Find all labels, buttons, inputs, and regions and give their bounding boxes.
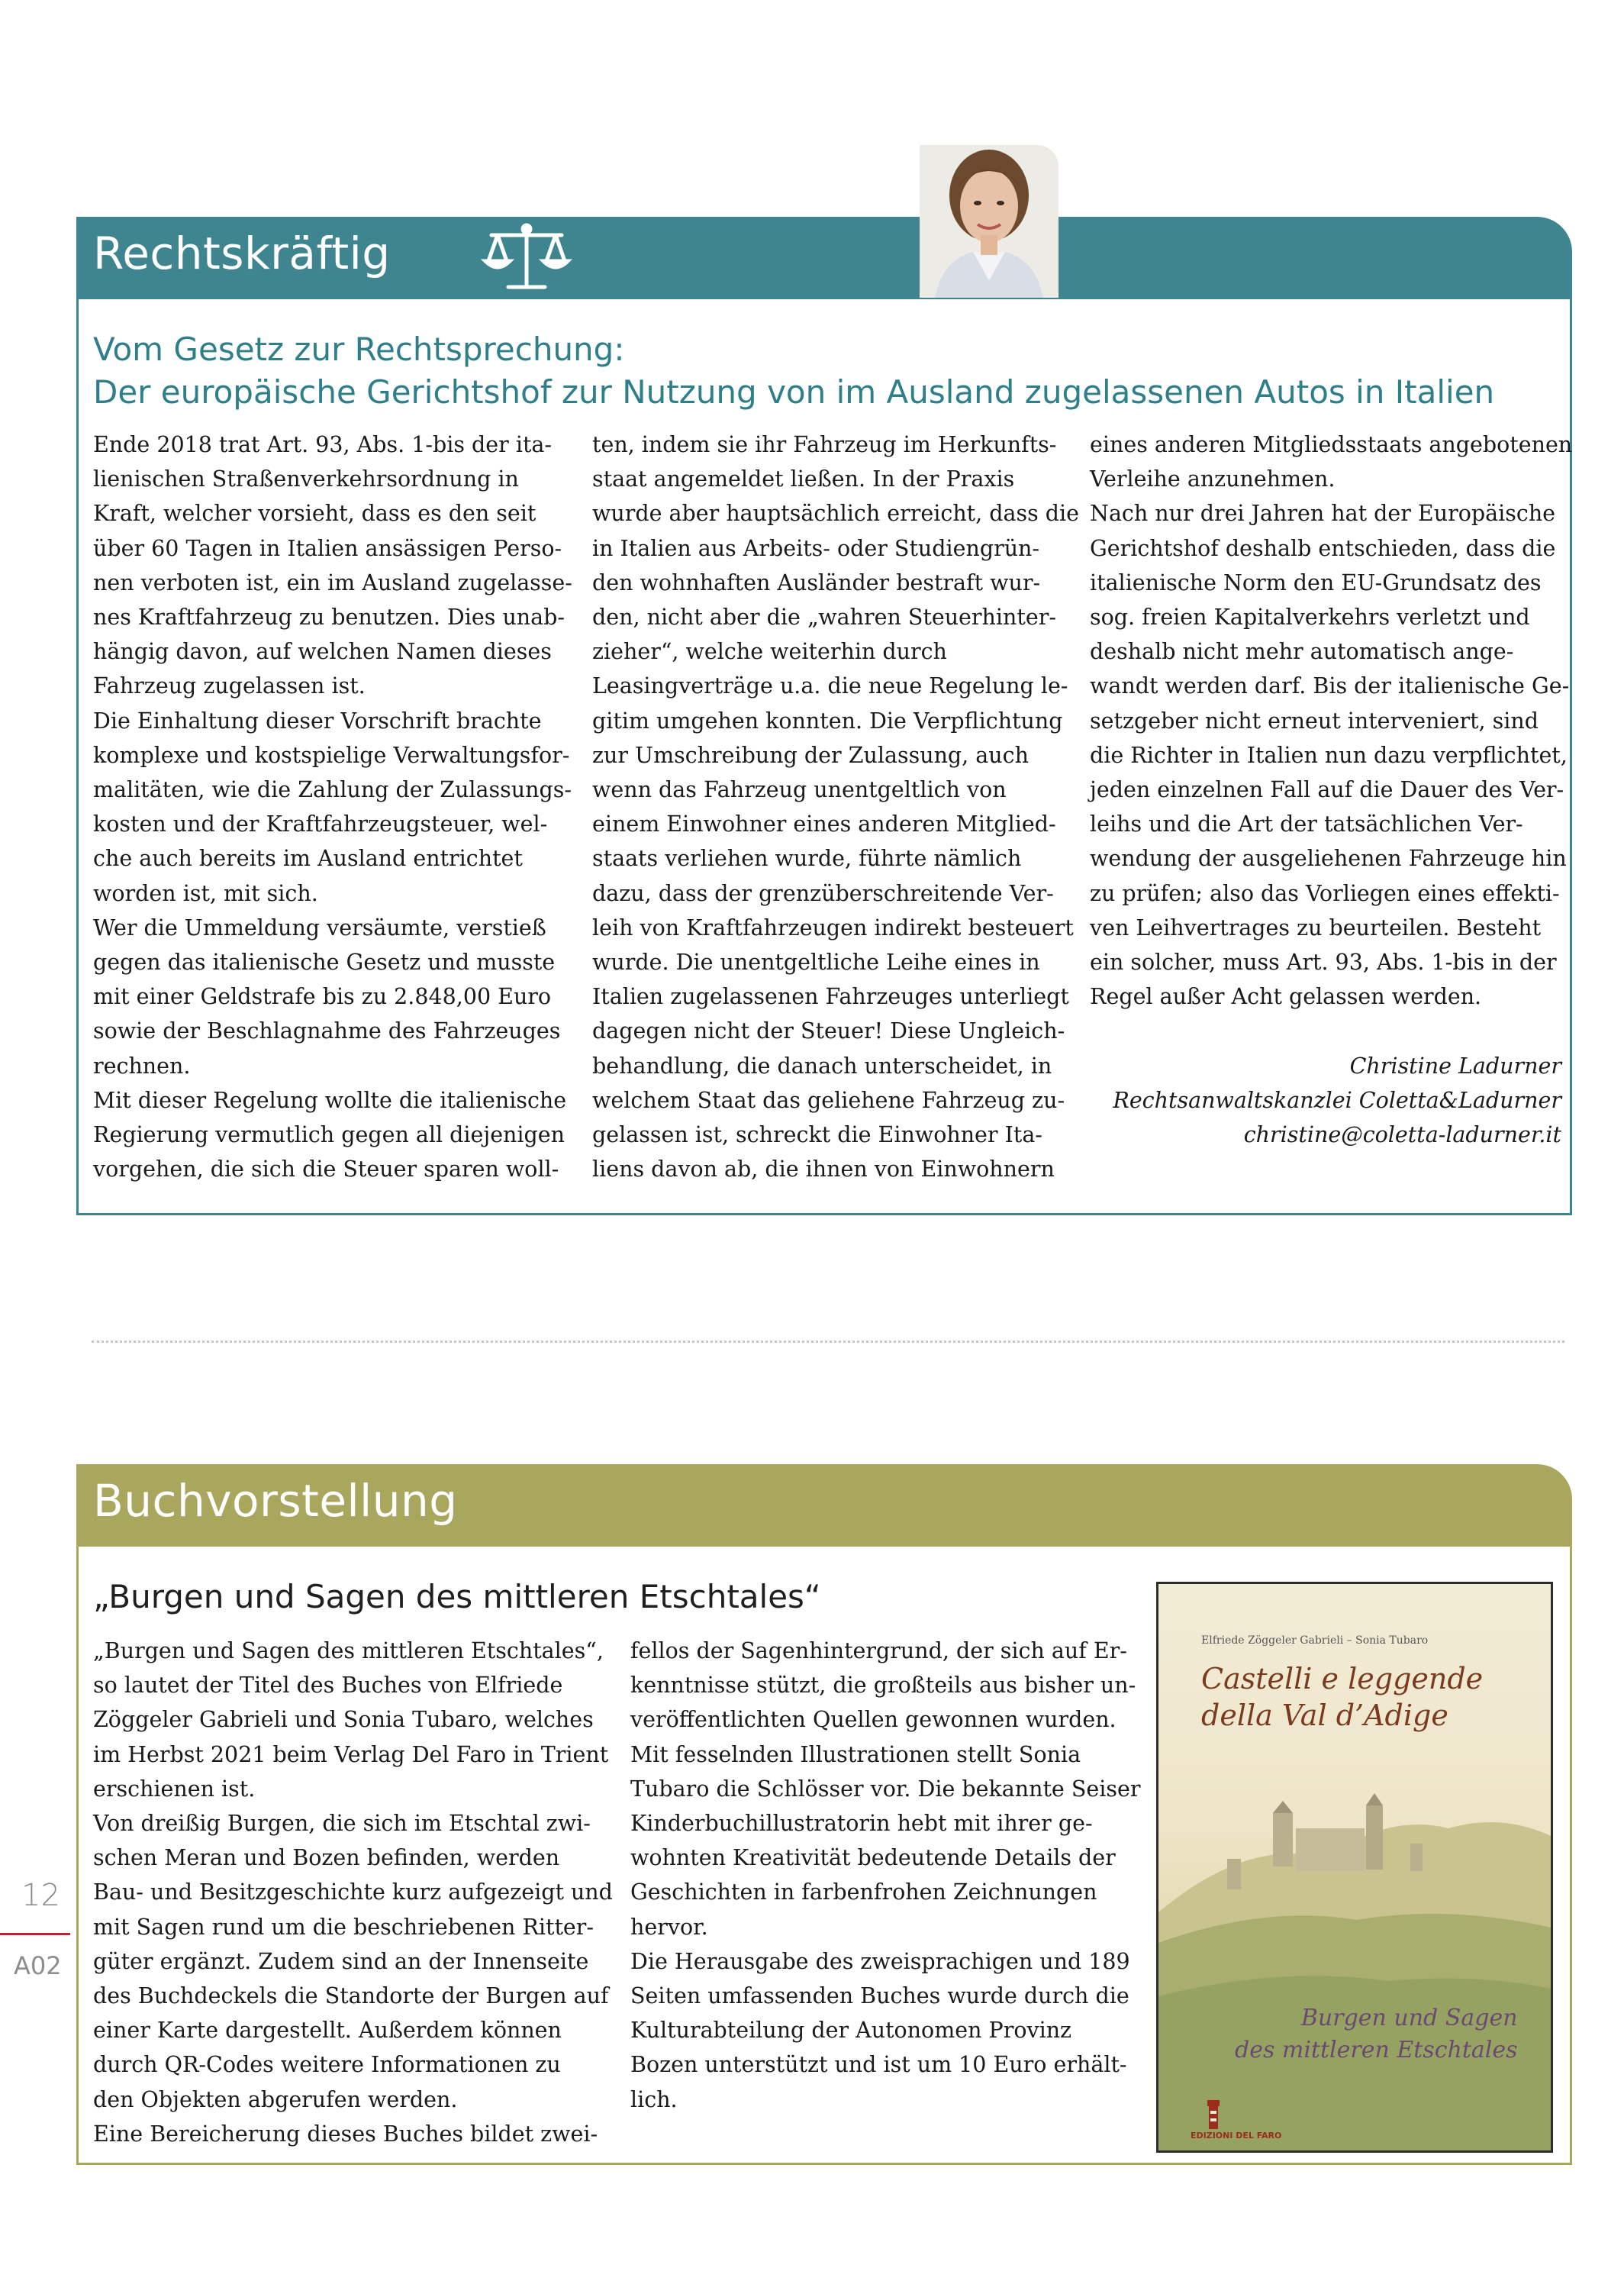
text-line: über 60 Tagen in Italien ansässigen Perso- (93, 535, 562, 561)
text-line: Kulturabteilung der Autonomen Provinz (630, 2018, 1072, 2044)
book-title-italian: Castelli e leggende della Val d’Adige (1201, 1662, 1484, 1732)
text-line: wurde aber hauptsächlich erreicht, dass die (592, 501, 1080, 527)
text-line: wandt werden darf. Bis der italienische Ge- (1090, 673, 1570, 699)
text-line: nes Kraftfahrzeug zu benutzen. Dies unab- (93, 605, 566, 631)
text-line: wendung der ausgeliehenen Fahrzeuge hin (1090, 846, 1567, 872)
text-line: liens davon ab, die ihnen von Einwohnern (592, 1157, 1055, 1182)
text-line: Nach nur drei Jahren hat der Europäische (1090, 501, 1556, 527)
text-line: hervor. (630, 1914, 708, 1940)
text-line: den Objekten abgerufen werden. (93, 2086, 458, 2112)
article-column-1 (93, 427, 572, 1186)
book-article-column-1 (93, 1634, 613, 2151)
text-line: Gerichtshof deshalb entschieden, dass die (1090, 535, 1556, 561)
text-line: italienische Norm den EU-Grundsatz des (1090, 569, 1542, 595)
text-line: zur Umschreibung der Zulassung, auch (592, 742, 1029, 768)
text-line: des Buchdeckels die Standorte der Burgen auf (93, 1983, 609, 2009)
text-line: Wer die Ummeldung versäumte, verstieß (93, 915, 546, 940)
text-line: einem Einwohner eines anderen Mitglied- (592, 811, 1056, 837)
text-line: dazu, dass der grenzüberschreitende Ver- (592, 880, 1054, 906)
text-line: eines anderen Mitgliedsstaats angebotenen (1090, 432, 1573, 457)
text-line: deshalb nicht mehr automatisch ange- (1090, 639, 1514, 665)
text-line: ein solcher, muss Art. 93, Abs. 1-bis in der (1090, 950, 1557, 976)
text-line: welchem Staat das geliehene Fahrzeug zu- (592, 1087, 1065, 1113)
text-line: Geschichten in farbenfrohen Zeichnungen (630, 1879, 1097, 1905)
text-line: Ende 2018 trat Art. 93, Abs. 1-bis der ita- (93, 432, 553, 457)
text-line: sog. freien Kapitalverkehrs verletzt und (1090, 605, 1530, 631)
text-line: gelassen ist, schreckt die Einwohner Ita- (592, 1122, 1042, 1148)
scales-of-justice-icon (481, 221, 572, 295)
text-line: Kinderbuchillustratorin hebt mit ihrer ge- (630, 1811, 1093, 1837)
text-line: Seiten umfassenden Buches wurde durch die (630, 1983, 1129, 2009)
book-article-heading: „Burgen und Sagen des mittleren Etschtales“ (93, 1578, 821, 1615)
text-line: die Richter in Italien nun dazu verpflichtet, (1090, 742, 1568, 768)
text-line: staats verliehen wurde, führte nämlich (592, 846, 1022, 872)
text-line: setzgeber nicht erneut interveniert, sind (1090, 708, 1539, 734)
text-line: Eine Bereicherung dieses Buches bildet zwei- (93, 2121, 598, 2147)
text-line: jeden einzelnen Fall auf die Dauer des Ver- (1090, 777, 1564, 803)
text-line: „Burgen und Sagen des mittleren Etschtales“, (93, 1638, 604, 1663)
section-title: Buchvorstellung (93, 1475, 458, 1527)
article-column-3 (1090, 427, 1572, 1014)
text-line: vorgehen, die sich die Steuer sparen woll- (93, 1157, 559, 1182)
lighthouse-logo-icon (1198, 2097, 1229, 2131)
text-line: zu prüfen; also das Vorliegen eines effekti- (1090, 880, 1560, 906)
section-header-rechtskraeftig (76, 217, 1572, 299)
text-line: im Herbst 2021 beim Verlag Del Faro in Trient (93, 1741, 609, 1767)
signature-firm: Rechtsanwaltskanzlei Coletta&Ladurner (1113, 1088, 1561, 1113)
text-line: staat angemeldet ließen. In der Praxis (592, 466, 1015, 492)
text-line: den wohnhaften Ausländer bestraft wur- (592, 569, 1041, 595)
text-line: erschienen ist. (93, 1776, 256, 1802)
text-line: Mit dieser Regelung wollte die italienische (93, 1087, 567, 1113)
text-line: güter ergänzt. Zudem sind an der Innenseite (93, 1948, 589, 1974)
text-line: Kraft, welcher vorsieht, dass es den seit (93, 501, 536, 527)
text-line: einer Karte dargestellt. Außerdem können (93, 2018, 562, 2044)
book-cover-image (1156, 1582, 1553, 2153)
text-line: dagegen nicht der Steuer! Diese Ungleich- (592, 1018, 1065, 1044)
text-line: mit Sagen rund um die beschriebenen Ritter- (93, 1914, 594, 1940)
text-line: in Italien aus Arbeits- oder Studiengrün- (592, 535, 1040, 561)
text-line: Italien zugelassenen Fahrzeuges unterliegt (592, 984, 1069, 1010)
article-heading-line2: Der europäische Gerichtshof zur Nutzung von im Ausland zugelassenen Autos in Italien (93, 373, 1495, 411)
text-line: gegen das italienische Gesetz und musste (93, 950, 556, 976)
text-line: ten, indem sie ihr Fahrzeug im Herkunfts- (592, 432, 1057, 457)
book-article-column-2 (630, 1634, 1140, 2117)
section-header-buchvorstellung (76, 1464, 1572, 1547)
text-line: komplexe und kostspielige Verwaltungsfor- (93, 742, 570, 768)
text-line: lich. (630, 2086, 678, 2112)
text-line: Die Einhaltung dieser Vorschrift brachte (93, 708, 542, 734)
page-number: 12 (21, 1878, 60, 1913)
text-line: leih von Kraftfahrzeugen indirekt besteuert (592, 915, 1074, 940)
text-line: lienischen Straßenverkehrsordnung in (93, 466, 519, 492)
signature-email: christine@coletta-ladurner.it (1243, 1122, 1561, 1147)
text-line: schen Meran und Bozen befinden, werden (93, 1845, 560, 1871)
signature-block (1113, 1049, 1561, 1152)
text-line: fellos der Sagenhintergrund, der sich auf Er- (630, 1638, 1127, 1663)
text-line: Fahrzeug zugelassen ist. (93, 673, 366, 699)
text-line: Verleihe anzunehmen. (1090, 466, 1336, 492)
text-line: malitäten, wie die Zahlung der Zulassungs- (93, 777, 572, 803)
text-line: Von dreißig Burgen, die sich im Etschtal zwi- (93, 1811, 591, 1837)
book-authors: Elfriede Zöggeler Gabrieli – Sonia Tubaro (1201, 1634, 1429, 1647)
text-line: behandlung, die danach unterscheidet, in (592, 1053, 1052, 1079)
text-line: Regel außer Acht gelassen werden. (1090, 984, 1482, 1010)
author-portrait (920, 145, 1058, 298)
book-title-german: Burgen und Sagen des mittleren Etschtales (1235, 2005, 1518, 2063)
text-line: Leasingverträge u.a. die neue Regelung le- (592, 673, 1068, 699)
text-line: Regierung vermutlich gegen all diejenigen (93, 1122, 565, 1148)
text-line: Mit fesselnden Illustrationen stellt Sonia (630, 1741, 1081, 1767)
page-code: A02 (14, 1951, 62, 1980)
signature-name: Christine Ladurner (1349, 1053, 1561, 1079)
text-line: kosten und der Kraftfahrzeugsteuer, wel- (93, 811, 548, 837)
text-line: hängig davon, auf welchen Namen dieses (93, 639, 552, 665)
article-heading-line1: Vom Gesetz zur Rechtsprechung: (93, 331, 625, 368)
text-line: kenntnisse stützt, die großteils aus bisher un- (630, 1673, 1136, 1699)
text-line: gitim umgehen konnten. Die Verpflichtung (592, 708, 1063, 734)
text-line: den, nicht aber die „wahren Steuerhinter- (592, 605, 1056, 631)
text-line: mit einer Geldstrafe bis zu 2.848,00 Euro (93, 984, 552, 1010)
text-line: nen verboten ist, ein im Ausland zugelasse- (93, 569, 572, 595)
text-line: rechnen. (93, 1053, 191, 1079)
text-line: worden ist, mit sich. (93, 880, 318, 906)
text-line: wurde. Die unentgeltliche Leihe eines in (592, 950, 1040, 976)
text-line: Zöggeler Gabrieli und Sonia Tubaro, welches (93, 1707, 594, 1733)
text-line: veröffentlichten Quellen gewonnen wurden. (630, 1707, 1116, 1733)
text-line: wohnten Kreativität bedeutende Details der (630, 1845, 1116, 1871)
text-line: che auch bereits im Ausland entrichtet (93, 846, 523, 872)
text-line: zieher“, welche weiterhin durch (592, 639, 947, 665)
text-line: leihs und die Art der tatsächlichen Ver- (1090, 811, 1523, 837)
text-line: wenn das Fahrzeug unentgeltlich von (592, 777, 1007, 803)
page-marker-rule (0, 1933, 70, 1935)
text-line: so lautet der Titel des Buches von Elfriede (93, 1673, 563, 1699)
article-column-2 (592, 427, 1079, 1186)
text-line: Tubaro die Schlösser vor. Die bekannte Seiser (630, 1776, 1141, 1802)
text-line: sowie der Beschlagnahme des Fahrzeuges (93, 1018, 561, 1044)
text-line: Bozen unterstützt und ist um 10 Euro erhält- (630, 2052, 1127, 2078)
text-line: Die Herausgabe des zweisprachigen und 189 (630, 1948, 1130, 1974)
text-line: Bau- und Besitzgeschichte kurz aufgezeigt und (93, 1879, 613, 1905)
section-title: Rechtskräftig (93, 227, 391, 279)
text-line: durch QR-Codes weitere Informationen zu (93, 2052, 561, 2078)
section-divider (92, 1341, 1564, 1343)
text-line: ven Leihvertrages zu beurteilen. Besteht (1090, 915, 1542, 940)
book-publisher: EDIZIONI DEL FARO (1191, 2131, 1282, 2141)
